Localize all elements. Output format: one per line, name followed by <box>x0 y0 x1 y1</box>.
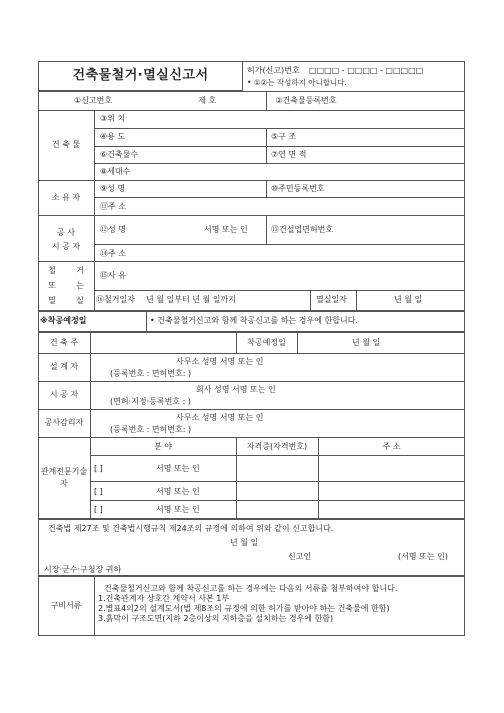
loss-date-field[interactable]: 년 월 일 <box>394 295 423 304</box>
expert-field-header: 분 야 <box>154 442 172 451</box>
expert-row-3-sign: 서명 또는 인 <box>156 505 200 514</box>
contractor-address-label: ⑭주 소 <box>100 249 126 258</box>
demolition-group-char-1: 철 <box>48 266 56 275</box>
expert-row-3-bracket[interactable]: [ ] <box>94 505 103 514</box>
builder-label: 시 공 자 <box>49 390 79 399</box>
permit-number-field[interactable]: □□□□ - □□□□ - □□□□□ <box>309 66 424 75</box>
demolition-period-field[interactable]: 년 월 일부터 년 월 일까지 <box>146 295 236 304</box>
reporter-sign: (서명 또는 인) <box>398 552 448 561</box>
demolition-reason-label: ⑮사 유 <box>100 271 126 280</box>
demolition-group-char-6: 실 <box>76 296 84 305</box>
owner-resident-number-label: ⑩주민등록번호 <box>271 184 325 193</box>
planned-start-date-field[interactable]: 년 월 일 <box>352 338 381 347</box>
form-title: 건축물철거·멸실신고서 <box>72 68 209 83</box>
documents-label: 구비서류 <box>50 601 82 610</box>
building-count-label: ⑥건축물수 <box>100 150 139 159</box>
planned-start-title: ※착공예정일 <box>40 316 87 325</box>
expert-row-2-sign: 서명 또는 인 <box>156 487 200 496</box>
households-label: ⑧세대수 <box>100 167 131 176</box>
demolition-group-char-3: 또 <box>48 281 56 290</box>
structure-label: ⑤구 조 <box>271 132 297 141</box>
designer-line-1: 사무소 성명 서명 또는 인 <box>176 357 264 366</box>
report-number-field[interactable]: 제 호 <box>198 96 216 105</box>
contractor-section-label-1: 공 사 <box>57 228 75 237</box>
experts-label-line-2: 자 <box>60 479 68 488</box>
expert-row-1-sign: 서명 또는 인 <box>156 464 200 473</box>
supervisor-line-2: (등록번호 : 면허번호: ) <box>110 425 192 434</box>
expert-address-header: 주 소 <box>382 442 401 451</box>
declaration-statement: 건축법 제27조 및 건축법시행규칙 제24조의 규정에 의하여 위와 같이 신고합니다. <box>48 524 334 533</box>
loss-date-label: 멸실일자 <box>316 295 347 304</box>
addressee: 시장·군수·구청장 귀하 <box>44 565 122 574</box>
contractor-sign-label: 서명 또는 인 <box>204 225 248 234</box>
owner-name-label: ⑨성 명 <box>100 184 126 193</box>
demolition-group-char-4: 는 <box>76 281 84 290</box>
demolition-date-label: ⑯철거일자 <box>96 295 135 304</box>
experts-label-line-1: 관계전문기술 <box>40 467 88 476</box>
declaration-date[interactable]: 년 월 일 <box>230 538 259 547</box>
building-reg-number-label: ②건축물등록번호 <box>275 96 337 105</box>
permit-number-label: 허가(신고)번호 <box>247 66 300 75</box>
expert-cert-header: 자격증(자격번호) <box>246 442 308 451</box>
designer-line-2: (등록번호 : 면허번호: ) <box>110 369 192 378</box>
use-label: ④용 도 <box>100 132 126 141</box>
demolition-group-char-2: 거 <box>76 266 84 275</box>
location-label: ③위 치 <box>100 114 126 123</box>
contractor-name-label: ⑫성 명 <box>100 225 126 234</box>
report-number-label: ①신고번호 <box>73 96 113 105</box>
reporter-label: 신고인 <box>288 552 312 561</box>
builder-line-1: 회사 성명 서명 또는 인 <box>196 385 276 394</box>
floor-area-label: ⑦연 면 적 <box>271 150 307 159</box>
documents-line-4: 3.흙막이 구조도면(지하 2층이상의 지하층을 설치하는 경우에 한함) <box>98 614 334 623</box>
supervisor-label: 공사감리자 <box>44 418 84 427</box>
designer-label: 설 계 자 <box>49 362 79 371</box>
fill-note: • ①②는 작성하지 아니합니다. <box>247 78 347 87</box>
contractor-section-label-2: 시 공 자 <box>51 242 81 251</box>
expert-row-2-bracket[interactable]: [ ] <box>94 487 103 496</box>
owner-address-label: ⑪주 소 <box>100 202 126 211</box>
documents-line-2: 1.건축관계자 상호간 계약서 사본 1부 <box>98 594 230 603</box>
planned-start-note: • 건축물철거신고와 함께 착공신고를 하는 경우에 한합니다. <box>150 316 358 325</box>
owner-planned-label: 건 축 주 <box>49 338 79 347</box>
documents-line-1: 건축물철거신고와 함께 착공신고를 하는 경우에는 다음의 서류를 첨부하여야 합니다. <box>104 584 398 593</box>
demolition-group-char-5: 멸 <box>48 296 56 305</box>
builder-line-2: (면허·지정·등록번호 : ) <box>110 397 191 406</box>
expert-row-1-bracket[interactable]: [ ] <box>94 464 103 473</box>
planned-start-date-label: 착공예정일 <box>247 338 286 347</box>
owner-section-label: 소 유 자 <box>51 193 81 202</box>
construction-license-label: ⑬건설업면허번호 <box>271 225 334 234</box>
documents-line-3: 2.별표4의2의 설계도서(법 제8조의 규정에 의한 허가를 받아야 하는 건축물에 한함) <box>98 604 390 613</box>
supervisor-line-1: 사무소 성명 서명 또는 인 <box>176 413 264 422</box>
building-section-label: 건 축 물 <box>51 140 81 149</box>
